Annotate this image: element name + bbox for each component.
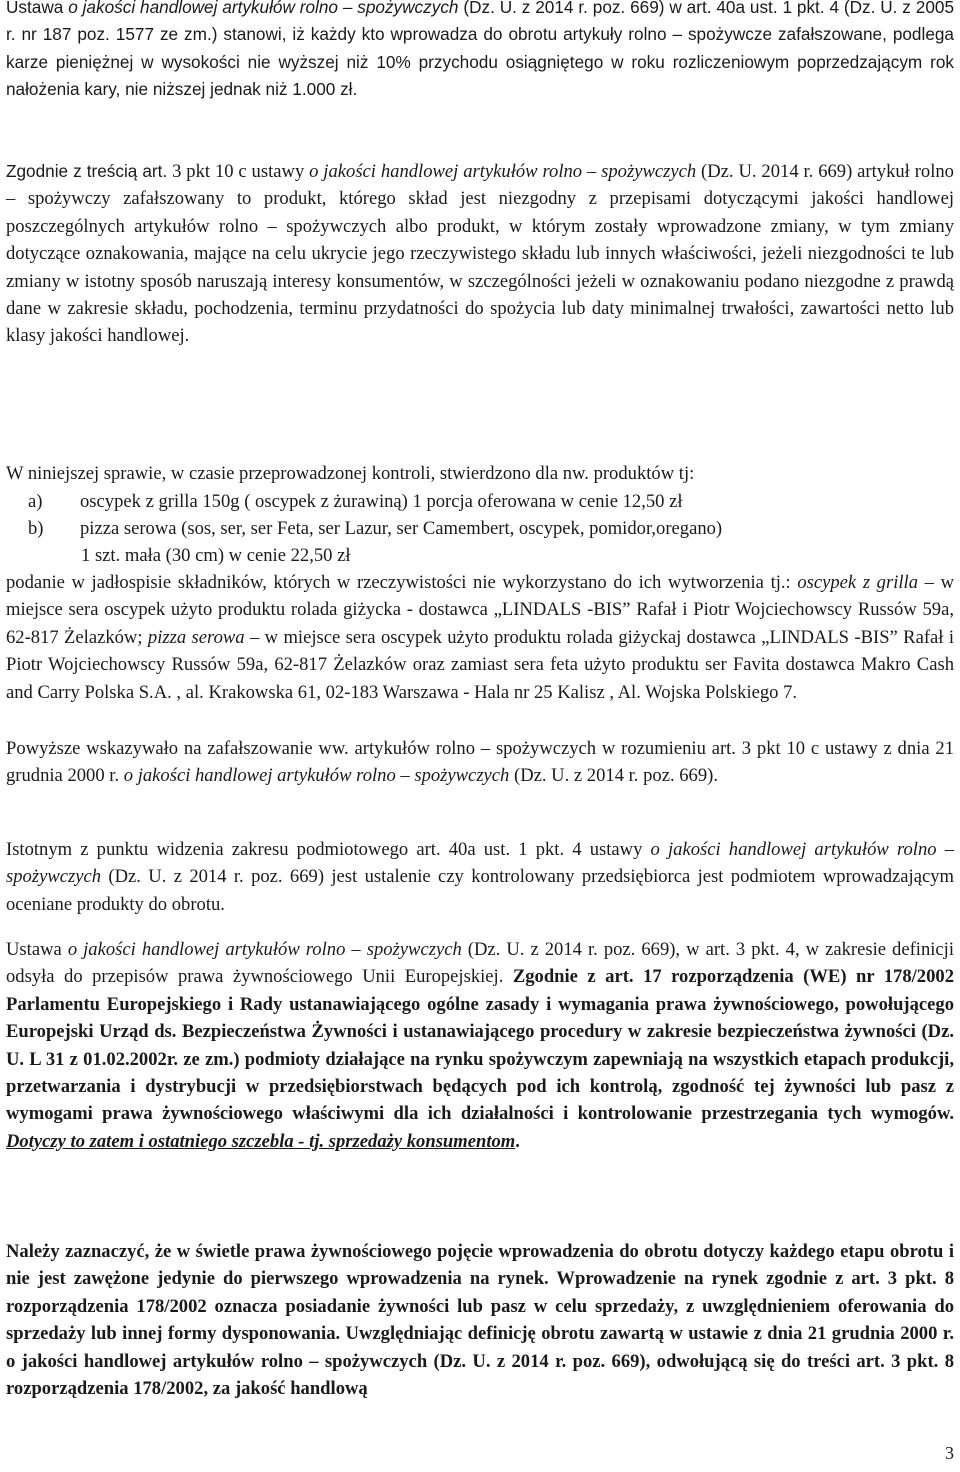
- paragraph-penalty-provision: [6, 0, 954, 104]
- list-item: [28, 488, 954, 515]
- text-run: Ustawa: [6, 0, 69, 17]
- paragraph-eu-regulation: [6, 936, 954, 1155]
- text-run: (Dz. U. z 2014 r. poz. 669) w art. 40a ust. 1 pkt. 4 (Dz. U. z 2005 r. nr 187 poz. 1577 ze zm.) stanowi, iż każdy kto wprowadza do obrotu artykuły rolno – spożywcze zafałszowane, podlega karze pieniężnej w wysokości nie wyższej niż 10% przychodu osiągniętego w roku rozliczeniowym poprzedzającym rok nałożenia kary, nie niższej jednak niż 1.000 zł.: [6, 0, 954, 100]
- paragraph-inspection-intro: W niniejszej sprawie, w czasie przeprowadzonej kontroli, stwierdzono dla nw. produktów tj:: [6, 463, 695, 484]
- emphasis-text: Dotyczy to zatem i ostatniego szczebla - tj. sprzedaży konsumentom: [6, 1130, 516, 1152]
- text-run: (Dz. U. 2014 r. 669) artykuł rolno – spożywczy zafałszowany to produkt, którego skład jest niezgodny z przepisami dotyczącymi jakości handlowej poszczególnych artykułów rolno – spożywczych albo produkt, w którym zostały wprowadzone zmiany, w tym zmiany dotyczące oznakowania, mające na celu ukrycie jego rzeczywistego składu lub innych właściwości, jeżeli niezgodności te lub zmiany w istotny sposób naruszają interesy konsumentów, w szczególności jeżeli w oznakowaniu podano niezgodne z prawdą dane w zakresie składu, pochodzenia, terminu przydatności do spożycia lub daty minimalnej trwałości, zawartości netto lub klasy jakości handlowej.: [6, 161, 954, 347]
- page-number: 3: [945, 1443, 954, 1463]
- text-run: Zgodnie z treścią art.: [6, 161, 168, 181]
- list-marker: a): [28, 491, 43, 512]
- act-title: o jakości handlowej artykułów rolno – spożywczych: [309, 161, 697, 182]
- product-name: oscypek z grilla: [797, 572, 919, 593]
- list-item-text: oscypek z grilla 150g ( oscypek z żurawiną) 1 porcja oferowana w cenie 12,50 zł: [80, 491, 683, 512]
- text-run: (Dz. U. z 2014 r. poz. 669), w art. 3 pkt. 4, w zakresie definicji odsyła do przepisów prawa żywnościowego Unii Europejskiej.: [6, 939, 954, 988]
- text-run: .: [515, 1130, 520, 1152]
- text-run: (Dz. U. z 2014 r. poz. 669).: [509, 765, 718, 787]
- text-run: 3 pkt 10 c ustawy: [167, 161, 310, 182]
- text-run: – w miejsce sera oscypek użyto produktu rolada giżyckaj dostawca „LINDALS -BIS” Rafał i Piotr Wojciechowscy Russów 59a, 62-817 Żelazków oraz zamiast sera feta użyto produktu ser Favita dostawca Makro Cash and Carry Polska S.A. , al. Krakowska 61, 02-183 Warszawa - Hala nr 25 Kalisz , Al. Wojska Polskiego 7.: [6, 626, 954, 703]
- paragraph-adulteration-definition: [6, 158, 954, 350]
- paragraph-findings: [6, 569, 954, 706]
- text-run: – w miejsce sera oscypek użyto produktu rolada giżycka - dostawca „LINDALS -BIS” Rafał i Piotr Wojciechowscy Russów 59a, 62-817 Żelazków;: [6, 572, 954, 648]
- text-run: podanie w jadłospisie składników, których w rzeczywistości nie wykorzystano do ich wytworzenia tj.:: [6, 572, 798, 593]
- list-item-text: pizza serowa (sos, ser, ser Feta, ser Lazur, ser Camembert, oscypek, pomidor,oregano): [80, 518, 723, 539]
- list-item-continuation: 1 szt. mała (30 cm) w cenie 22,50 zł: [81, 545, 351, 566]
- paragraph-market-placement: Należy zaznaczyć, że w świetle prawa żywnościowego pojęcie wprowadzenia do obrotu dotyczy każdego etapu obrotu i nie jest zawężone jedynie do pierwszego wprowadzenia na rynek. Wprowadzenie na rynek zgodnie z art. 3 pkt. 8 rozporządzenia 178/2002 oznacza posiadanie żywności lub pasz w celu sprzedaży, z uwzględnieniem oferowania do sprzedaży lub innej formy dysponowania. Uwzględniając definicję obrotu zawartą w ustawie z dnia 21 grudnia 2000 r. o jakości handlowej artykułów rolno – spożywczych (Dz. U. z 2014 r. poz. 669), odwołującą się do treści art. 3 pkt. 8 rozporządzenia 178/2002, za jakość handlową: [6, 1241, 954, 1400]
- product-name: pizza serowa: [147, 626, 245, 648]
- text-run: Ustawa: [6, 939, 68, 960]
- act-title: o jakości handlowej artykułów rolno – spożywczych: [68, 0, 459, 17]
- bold-text: Zgodnie z art. 17 rozporządzenia (WE) nr 178/2002 Parlamentu Europejskiego i Rady ustanawiającego ogólne zasady i wymagania prawa żywnościowego, powołującego Europejski Urząd ds. Bezpieczeństwa Żywności i ustanawiającego procedury w zakresie bezpieczeństwa żywności (Dz. U. L 31 z 01.02.2002r. ze zm.) podmioty działające na rynku spożywczym zapewniają na wszystkich etapach produkcji, przetwarzania i dystrybucji w przedsiębiorstwach będących pod ich kontrolą, zgodność tej żywności lub pasz z wymogami prawa żywnościowego właściwymi dla ich działalności i kontrolowanie przestrzegania tych wymogów.: [6, 966, 954, 1125]
- text-run: Istotnym z punktu widzenia zakresu podmiotowego art. 40a ust. 1 pkt. 4 ustawy: [6, 839, 651, 860]
- paragraph-conclusion: [6, 735, 954, 790]
- list-marker: b): [28, 518, 44, 539]
- act-title: o jakości handlowej artykułów rolno – spożywczych: [6, 839, 954, 888]
- list-item: [28, 515, 954, 542]
- paragraph-subject-scope: [6, 836, 954, 918]
- act-title: o jakości handlowej artykułów rolno – spożywczych: [67, 939, 462, 960]
- text-run: (Dz. U. z 2014 r. poz. 669) jest ustalenie czy kontrolowany przedsiębiorca jest podmiotem wprowadzającym oceniane produkty do obrotu.: [6, 866, 954, 915]
- act-title: o jakości handlowej artykułów rolno – spożywczych: [123, 765, 510, 787]
- text-run: Powyższe wskazywało na zafałszowanie ww. artykułów rolno – spożywczych w rozumieniu art. 3 pkt 10 c ustawy z dnia 21 grudnia 2000 r.: [6, 738, 954, 787]
